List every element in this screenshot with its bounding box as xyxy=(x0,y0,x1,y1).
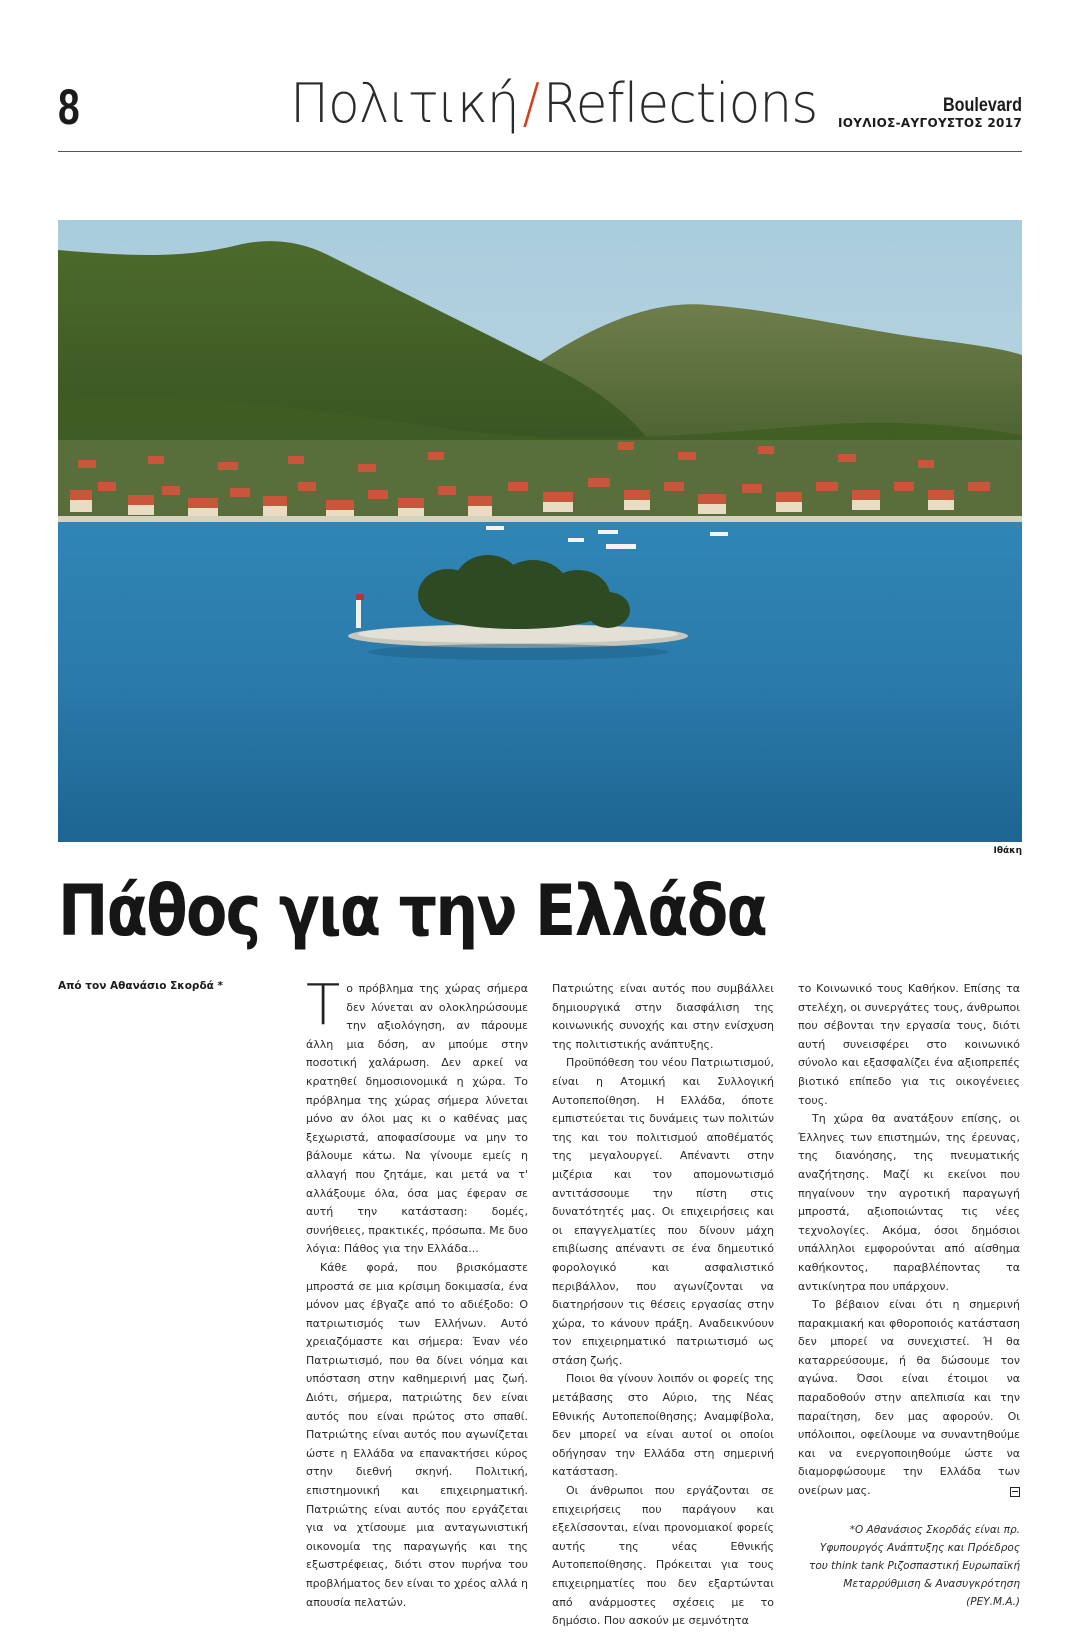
paragraph: Πατριώτης είναι αυτός που συμβάλλει δημιουργικά στην διασφάλιση της κοινωνικής συνοχής και στην ενίσχυση της πολιτιστικής ανάπτυξης. xyxy=(552,982,774,1051)
page-number: 8 xyxy=(58,79,79,135)
article-column-1 xyxy=(306,973,528,1612)
section-title-separator: / xyxy=(522,72,540,135)
paragraph: Το πρόβλημα της χώρας σήμερα δεν λύνεται αν ολοκληρώσουμε την αξιολόγηση, αν πάρουμε άλλη μια δόση, αν μπούμε στην ποσοτική χαλάρωση. Δεν αρκεί να κρατηθεί δημοσιονομικά η χώρα. Το πρόβλημα της χώρας σήμερα λύνεται μόνο αν όλοι μας κι ο καθένας μας ξεχωριστά, αποφασίσουμε να μην το βάλουμε κάτω. Να γίνουμε εμείς η αλλαγή που ζητάμε, και μετά να τ' αλλάξουμε όλα, όσα μας έφεραν σε αυτή την κατάσταση: δομές, συνήθειες, πρακτικές, πρόσωπα. Με δυο λόγια: Πάθος για την Ελλάδα... xyxy=(306,973,528,1256)
section-title xyxy=(290,72,817,135)
section-title-english: Reflections xyxy=(542,72,818,135)
magazine-masthead xyxy=(838,96,1022,130)
paragraph: Τη χώρα θα ανατάξουν επίσης, οι Έλληνες των επιστημών, της έρευνας, της διανόησης, της πνευματικής αναζήτησης. Μαζί κι εκείνοι που πηγαίνουν την αγροτική παραγωγή μπροστά, αξιοποιώντας τις νέες τεχνολογίες. Ακόμα, όσοι δημόσιοι υπάλληλοι εμφορούνται από αίσθημα καθήκοντος, παραβλέποντας τα αντικίνητρα που υπάρχουν. xyxy=(798,1112,1020,1293)
paragraph: Προϋπόθεση του νέου Πατριωτισμού, είναι η Ατομική και Συλλογική Αυτοπεποίθηση. Η Ελλάδα, όποτε εμπιστεύεται τις δυνάμεις των πολιτών της και του πολιτισμού αποθέματός της μεγαλουργεί. Απέναντι στην μιζέρια και τον απομονωτισμό αντιτάσσουμε την πίστη στις δυνατότητές μας. Οι επιχειρήσεις και οι επαγγελματίες που δίνουν μάχη επιβίωσης απέναντι σε ένα δημευτικό φορολογικό και ασφαλιστικό περιβάλλον, που αγωνίζονται να διατηρήσουν τις θέσεις εργασίας στην χώρα, το κάνουν πράξη. Αναδεικνύουν τον επιχειρηματικό πατριωτισμό ως στάση ζωής. xyxy=(552,1056,774,1367)
author-bio: *Ο Αθανάσιος Σκορδάς είναι πρ. Υφυπουργός Ανάπτυξης και Πρόεδρος του think tank Ριζοσπαστική Ευρωπαϊκή Μεταρρύθμιση & Ανασυγκρότηση (ΡΕΥ.Μ.Α.) xyxy=(809,1524,1020,1609)
section-title-greek: Πολιτική xyxy=(290,72,519,135)
paragraph: Ποιοι θα γίνουν λοιπόν οι φορείς της μετάβασης στο Αύριο, της Νέας Εθνικής Αυτοπεποίθησης; Αναμφίβολα, δεν μπορεί να είναι αυτοί οι οποίοι οδήγησαν την Ελλάδα στη σημερινή κατάσταση. xyxy=(552,1372,774,1479)
paragraph: Το βέβαιον είναι ότι η σημερινή παρακμιακή και φθοροποιός κατάσταση δεν μπορεί να συνεχιστεί. Ή θα καταρρεύσουμε, ή θα δώσουμε τον αγώνα. Όσοι είναι έτοιμοι να παραδοθούν στην απελπισία και την παραίτηση, δεν μας αφορούν. Οι υπόλοιποι, οφείλουμε να συναντηθούμε και να ενεργοποιηθούμε ώστε να διαμορφώσουμε την Ελλάδα των ονείρων μας. xyxy=(798,1298,1020,1498)
article-headline: Πάθος για την Ελλάδα xyxy=(58,870,767,952)
magazine-name: Boulevard xyxy=(943,95,1022,116)
issue-date: ΙΟΥΛΙΟΣ-ΑΥΓΟΥΣΤΟΣ 2017 xyxy=(838,116,1022,130)
article-column-2 xyxy=(552,980,774,1631)
article-byline: Από τον Αθανάσιο Σκορδά * xyxy=(58,980,224,992)
header-divider xyxy=(58,151,1022,152)
drop-cap: Τ xyxy=(306,973,341,1038)
photo-caption: Ιθάκη xyxy=(993,846,1022,856)
paragraph: Οι άνθρωποι που εργάζονται σε επιχειρήσεις που παράγουν και εξελίσσονται, είναι προνομιακοί φορείς αυτής της νέας Εθνικής Αυτοπεποίθησης. Πρόκειται για τους επιχειρηματίες που δεν εξαρτώνται από ανάρμοστες σχέσεις με το δημόσιο. Που ασκούν με σεμνότητα xyxy=(552,1484,774,1628)
article-column-3 xyxy=(798,980,1020,1611)
article-photo xyxy=(58,220,1022,842)
paragraph: το Κοινωνικό τους Καθήκον. Επίσης τα στελέχη, οι συνεργάτες τους, άνθρωποι που σέβονται την εργασία τους, διότι αυτή συνεισφέρει στο κοινωνικό σύνολο και εξασφαλίζει ένα αξιοπρεπές βιοτικό επίπεδο για τις οικογένειες τους. xyxy=(798,982,1020,1107)
paragraph: Κάθε φορά, που βρισκόμαστε μπροστά σε μια κρίσιμη δοκιμασία, ένα μόνον μας έβγαζε από το αδιέξοδο: Ο πατριωτισμός των Ελλήνων. Αυτό χρειαζόμαστε και σήμερα: Έναν νέο Πατριωτισμό, που θα δίνει νόημα και υπόσταση στην καθημερινή μας ζωή. Διότι, σήμερα, πατριώτης δεν είναι αυτός που είναι πρώτος στο σπαθί. Πατριώτης είναι αυτός που αγωνίζεται ώστε η Ελλάδα να επανακτήσει κύρος στην διεθνή σκηνή. Πολιτική, επιστημονική και επιχειρηματική. Πατριώτης είναι αυτός που εργάζεται για να χτίσουμε μια ανταγωνιστική οικονομία της παραγωγής και της εξωστρέφειας, διότι στον πυρήνα του προβλήματος δεν είναι το χρέος αλλά η απουσία πελατών. xyxy=(306,1260,528,1609)
